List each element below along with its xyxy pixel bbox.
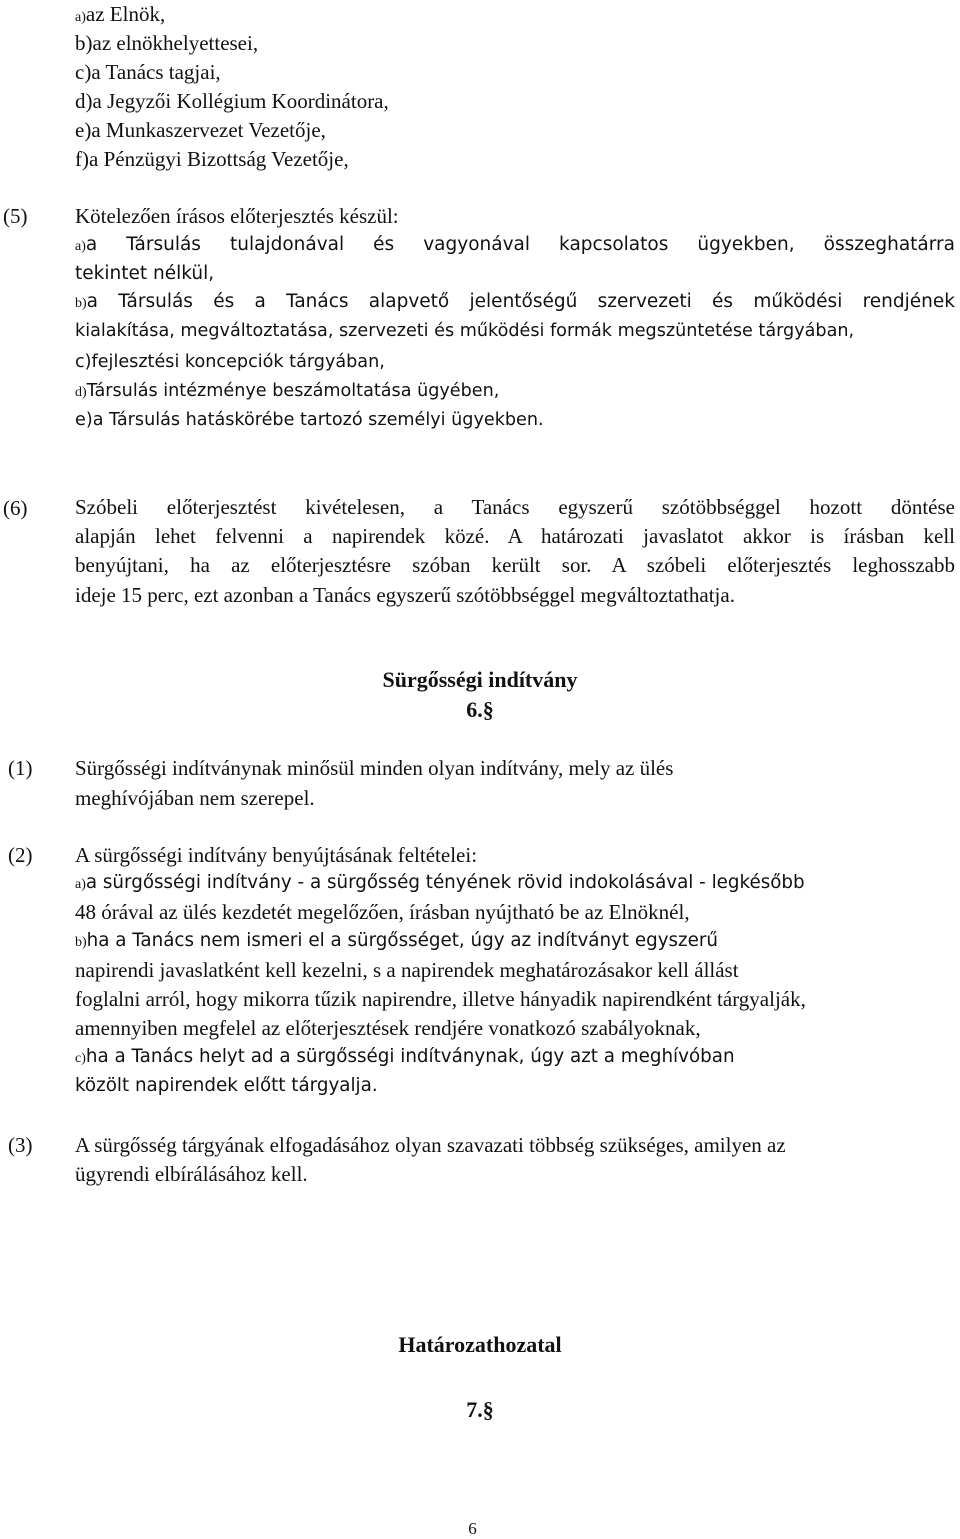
list-item	[75, 147, 349, 171]
list-marker: c)	[75, 1051, 86, 1066]
list-item: c)fejlesztési koncepciók tárgyában,	[75, 352, 385, 372]
list-text: a Tanács tagjai,	[91, 60, 221, 84]
list-text: kialakítása, megváltoztatása, szervezeti és működési formák megszüntetése tárgyában,	[75, 321, 855, 341]
list-marker: c)	[75, 60, 92, 84]
list-marker: d)	[75, 385, 87, 400]
paragraph-line: meghívójában nem szerepel.	[75, 786, 315, 810]
list-marker: b)	[75, 31, 93, 55]
list-marker: b)	[75, 296, 87, 311]
list-item	[75, 1045, 735, 1071]
section-title: Határozathozatal	[398, 1332, 562, 1357]
list-text: a Munkaszervezet Vezetője,	[91, 118, 326, 142]
list-item	[75, 379, 499, 405]
paragraph-line: alapján lehet felvenni a napirendek közé. A határozati javaslatot akkor is írásban kell	[75, 524, 955, 548]
list-item	[75, 60, 221, 84]
list-marker: a)	[75, 877, 86, 892]
paragraph-number: (3)	[8, 1133, 33, 1157]
list-text: tekintet nélkül,	[75, 263, 215, 284]
list-marker: d)	[75, 89, 93, 113]
section-number: 6.§	[466, 697, 494, 722]
list-item	[75, 89, 389, 113]
section-number: 7.§	[466, 1397, 494, 1422]
list-text: közölt napirendek előtt tárgyalja.	[75, 1075, 378, 1096]
list-text: a Jegyzői Kollégium Koordinátora,	[92, 89, 389, 113]
list-text: napirendi javaslatként kell kezelni, s a napirendek meghatározásakor kell állást	[75, 958, 739, 982]
list-item: e)a Társulás hatáskörébe tartozó személyi ügyekben.	[75, 410, 544, 430]
list-item	[75, 287, 955, 318]
list-marker: f)	[75, 147, 89, 171]
list-item	[75, 230, 955, 261]
paragraph-number: (2)	[8, 843, 33, 867]
list-text: 48 órával az ülés kezdetét megelőzően, írásban nyújtható be az Elnöknél,	[75, 900, 690, 924]
paragraph-number: (5)	[3, 204, 28, 228]
list-text: Társulás intézménye beszámoltatása ügyében,	[86, 381, 500, 401]
list-marker: a)	[75, 239, 86, 254]
list-text: amennyiben megfelel az előterjesztések rendjére vonatkozó szabályoknak,	[75, 1016, 701, 1040]
paragraph-line: ideje 15 perc, ezt azonban a Tanács egyszerű szótöbbséggel megváltoztathatja.	[75, 583, 735, 607]
list-text: ha a Tanács helyt ad a sürgősségi indítványnak, úgy azt a meghívóban	[85, 1046, 735, 1067]
list-item	[75, 929, 718, 955]
page-number: 6	[468, 1519, 477, 1538]
list-item	[75, 118, 326, 142]
paragraph-number: (1)	[8, 756, 33, 780]
list-text: a Társulás tulajdonával és vagyonával kapcsolatos ügyekben, összeghatárra	[85, 234, 955, 255]
paragraph-line: Sürgősségi indítványnak minősül minden olyan indítvány, mely az ülés	[75, 756, 674, 780]
list-item	[75, 31, 258, 55]
list-marker: b)	[75, 935, 87, 950]
list-text: a sürgősségi indítvány - a sürgősség tényének rövid indokolásával - legkésőbb	[85, 872, 805, 893]
list-text: az Elnök,	[85, 2, 166, 26]
list-marker: e)	[75, 118, 92, 142]
paragraph-line: ügyrendi elbírálásához kell.	[75, 1162, 308, 1186]
section-title: Sürgősségi indítvány	[382, 667, 578, 692]
paragraph-line: A sürgősség tárgyának elfogadásához olyan szavazati többség szükséges, amilyen az	[75, 1133, 786, 1157]
paragraph-intro: A sürgősségi indítvány benyújtásának feltételei:	[75, 843, 478, 867]
paragraph-intro: Kötelezően írásos előterjesztés készül:	[75, 204, 399, 228]
list-marker: a)	[75, 10, 86, 25]
paragraph-number: (6)	[3, 496, 28, 520]
list-text: ha a Tanács nem ismeri el a sürgősséget, úgy az indítványt egyszerű	[86, 930, 718, 951]
list-text: az elnökhelyettesei,	[92, 31, 259, 55]
list-text: a Társulás és a Tanács alapvető jelentőségű szervezeti és működési rendjének	[86, 291, 955, 312]
list-text: foglalni arról, hogy mikorra tűzik napirendre, illetve hányadik napirendként tárgyalják,	[75, 987, 806, 1011]
paragraph-line: Szóbeli előterjesztést kivételesen, a Tanács egyszerű szótöbbséggel hozott döntése	[75, 495, 955, 519]
list-item	[75, 2, 165, 30]
list-text: a Pénzügyi Bizottság Vezetője,	[89, 147, 349, 171]
paragraph-line: benyújtani, ha az előterjesztésre szóban került sor. A szóbeli előterjesztés leghosszabb	[75, 553, 955, 577]
list-item	[75, 871, 805, 897]
